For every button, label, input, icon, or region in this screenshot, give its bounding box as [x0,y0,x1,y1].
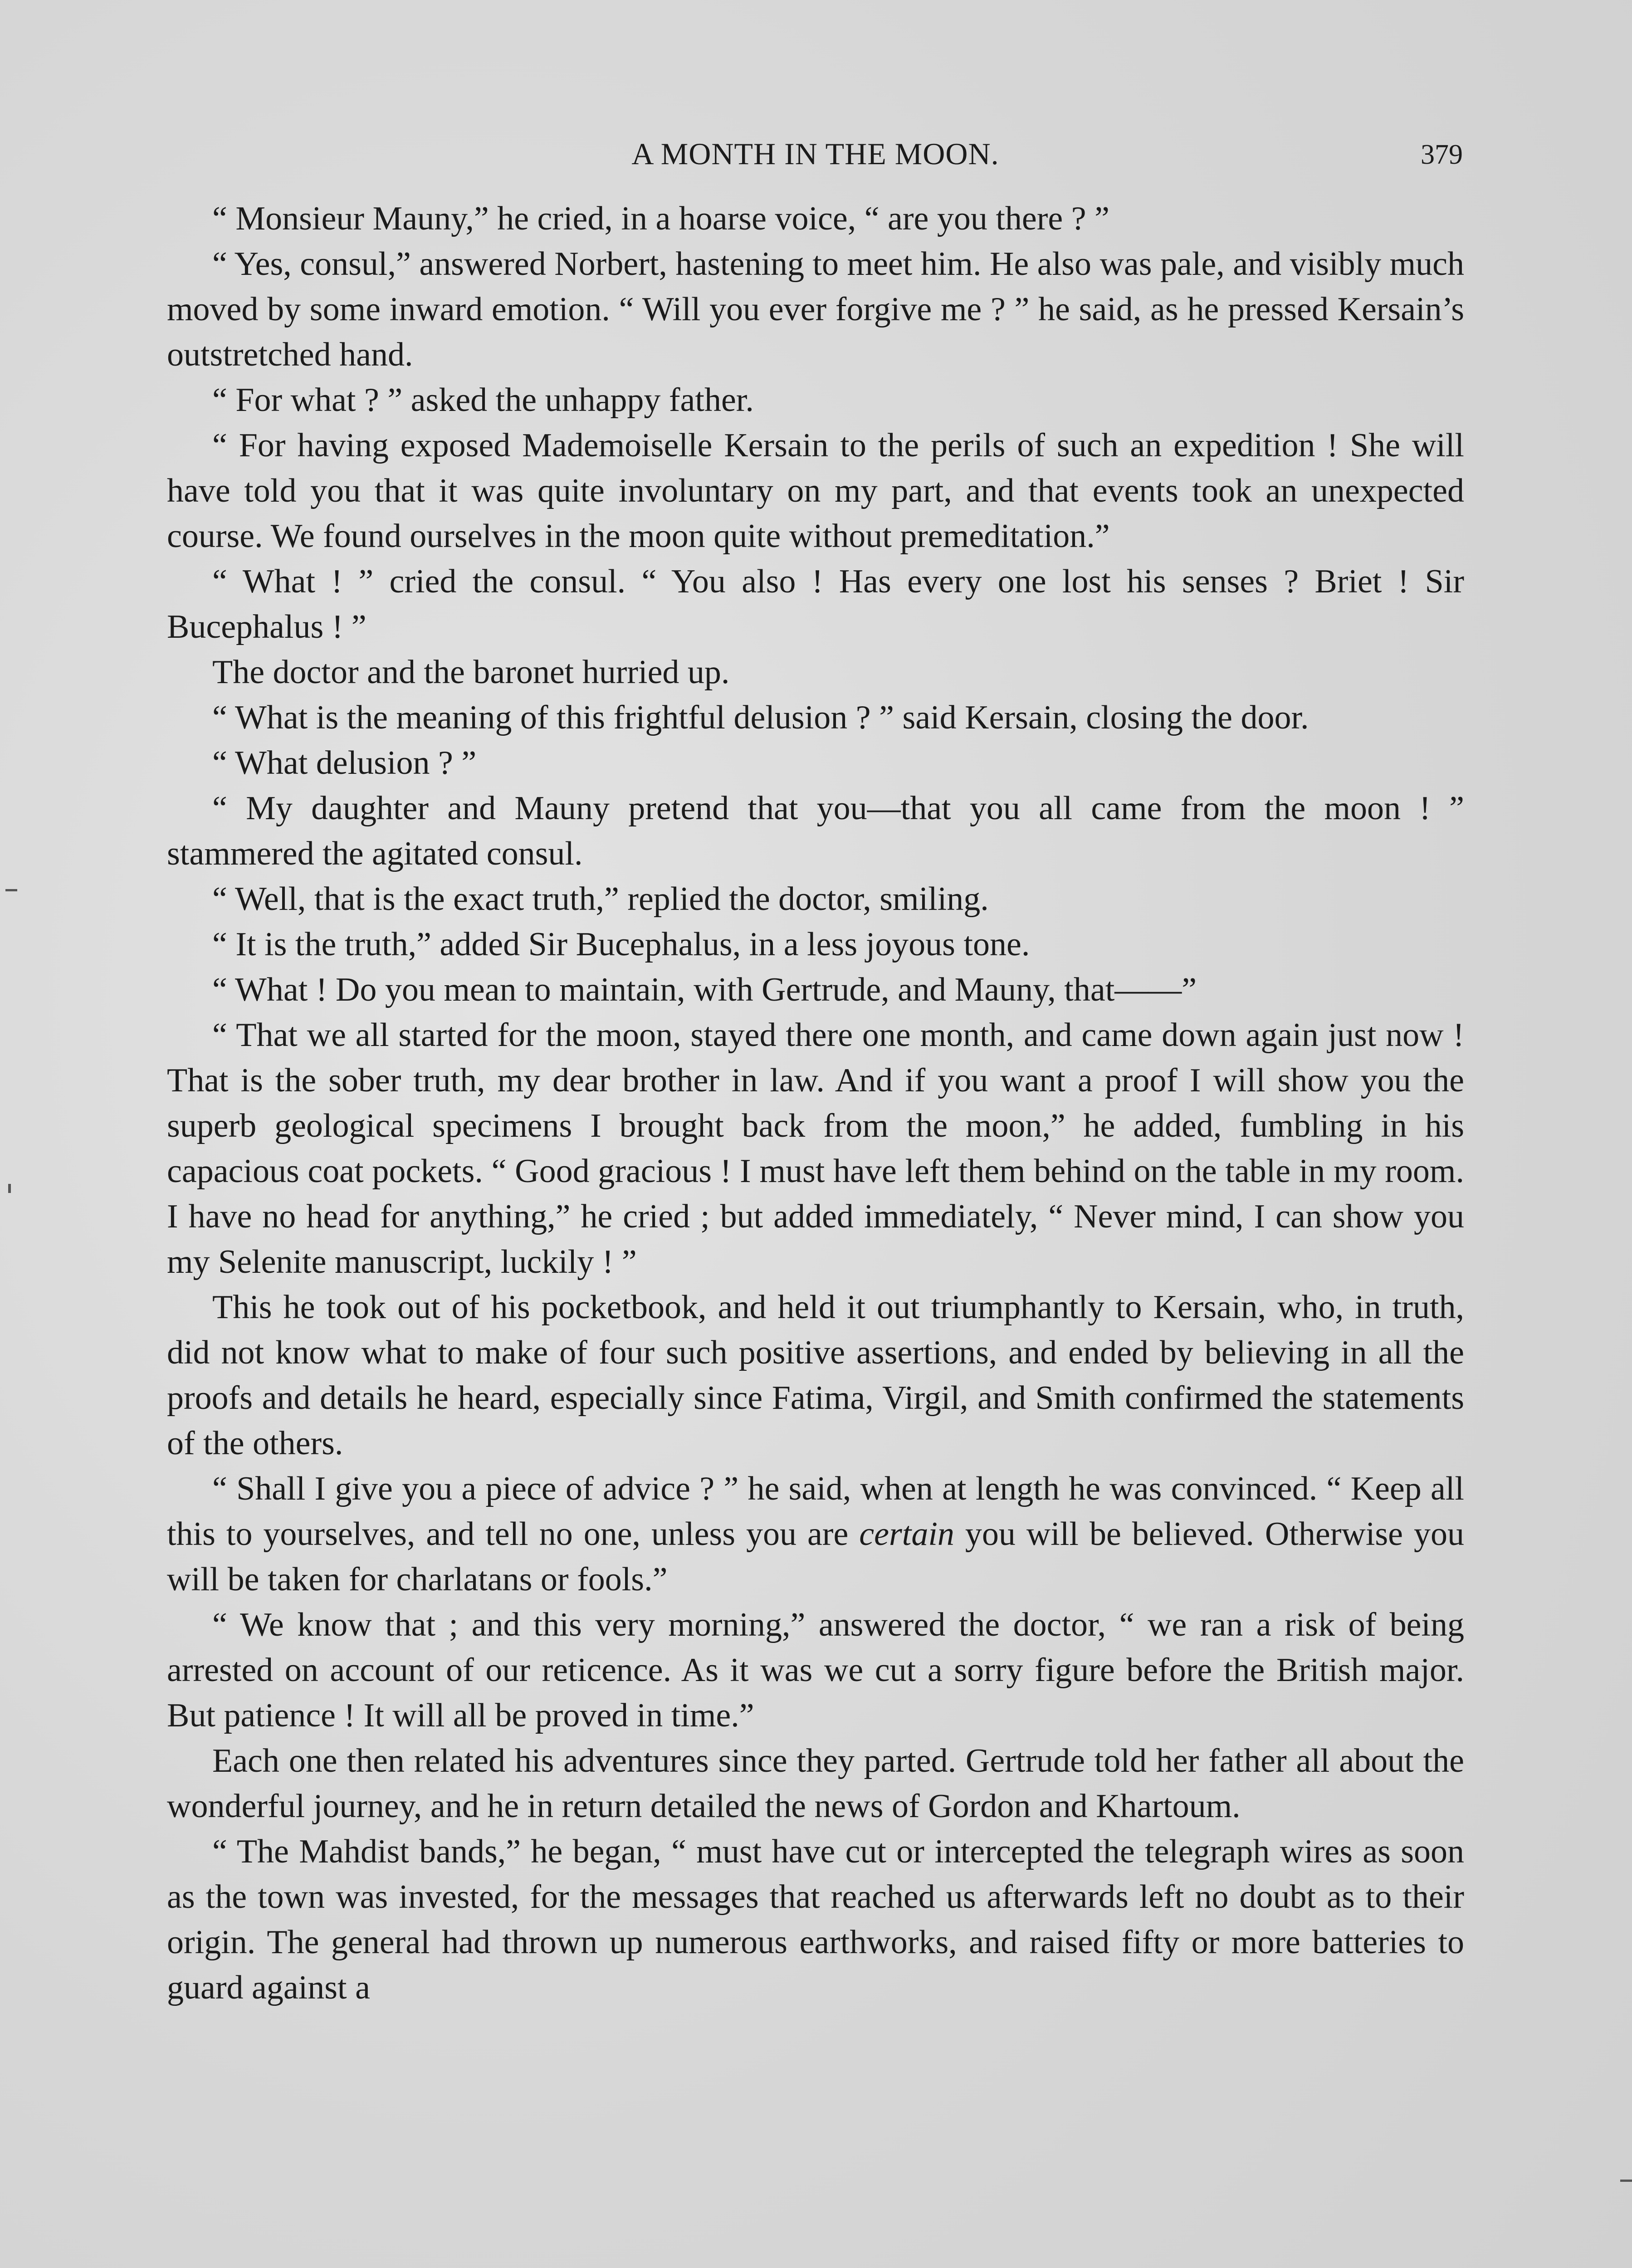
paragraph: “ Monsieur Mauny,” he cried, in a hoarse voice, “ are you there ? ” [212,200,1109,237]
paragraph: “ That we all started for the moon, stayed there one month, and came down again just now ! That is the sober truth, my dear brother in law. And if you want a proof I will show you the superb geological specimens I brought back from the moon,” he added, fumbling in his capacious coat pockets. “ Good gracious ! I must have left them behind on the table in my room. I have no head for anything,” he cried ; but added immediately, “ Never mind, I can show you my Selenite manuscript, luckily ! ” [167,1017,1464,1281]
paragraph: “ What is the meaning of this frightful delusion ? ” said Kersain, closing the door. [212,699,1309,736]
paragraph: “ My daughter and Mauny pretend that you—that you all came from the moon ! ” stammered the agitated consul. [167,790,1464,872]
page-header [168,136,1463,177]
running-title: A MONTH IN THE MOON. [631,137,999,171]
paragraph: “ What delusion ? ” [212,744,477,782]
scan-edge-mark [5,889,17,891]
paragraph: “ The Mahdist bands,” he began, “ must have cut or intercepted the telegraph wires as soon as the town was invested, for the messages that reached us afterwards left no doubt as to their origin. The general had thrown up numerous earthworks, and raised fifty or more batteries to guard against a [167,1833,1464,2006]
text-span: you will be believed. Otherwise you will be taken for charlatans or fools.” [167,1515,1464,1598]
paragraph: “ For having exposed Mademoiselle Kersain to the perils of such an expedition ! She will have told you that it was quite involuntary on my part, and that events took an unexpected course. We found ourselves in the moon quite without premeditation.” [167,427,1464,555]
paragraph: This he took out of his pocketbook, and held it out triumphantly to Kersain, who, in truth, did not know what to make of four such positive assertions, and ended by believing in all the proofs and details he heard, especially since Fatima, Virgil, and Smith confirmed the statements of the others. [167,1289,1464,1462]
text-span: “ Shall I give you a piece of advice ? ” he said, when at length he was convinced. “ Keep all this to yourselves, and tell no one, unless you are [167,1470,1464,1553]
paragraph: “ Well, that is the exact truth,” replied the doctor, smiling. [212,880,989,918]
body-text [167,196,1464,2010]
advice-paragraph [167,1466,1464,1602]
scan-edge-mark [1620,2180,1632,2182]
paragraph: “ What ! Do you mean to maintain, with Gertrude, and Mauny, that——” [212,971,1197,1008]
scan-edge-mark [8,1184,11,1193]
paragraph: “ It is the truth,” added Sir Bucephalus, in a less joyous tone. [212,926,1030,963]
paragraph: “ What ! ” cried the consul. “ You also ! Has every one lost his senses ? Briet ! Sir Bucephalus ! ” [167,563,1464,645]
paragraph: The doctor and the baronet hurried up. [212,654,730,691]
paragraph: “ Yes, consul,” answered Norbert, hastening to meet him. He also was pale, and visibly much moved by some inward emotion. “ Will you ever forgive me ? ” he said, as he pressed Kersain’s outstretched hand. [167,245,1465,373]
paragraph: “ We know that ; and this very morning,” answered the doctor, “ we ran a risk of being arrested on account of our reticence. As it was we cut a sorry figure before the British major. But patience ! It will all be proved in time.” [167,1606,1464,1734]
italic-word: certain [859,1515,954,1553]
paragraph: Each one then related his adventures since they parted. Gertrude told her father all about the wonderful journey, and he in return detailed the news of Gordon and Khartoum. [167,1742,1464,1825]
page-number: 379 [1421,139,1463,170]
paragraph: “ For what ? ” asked the unhappy father. [212,381,754,419]
